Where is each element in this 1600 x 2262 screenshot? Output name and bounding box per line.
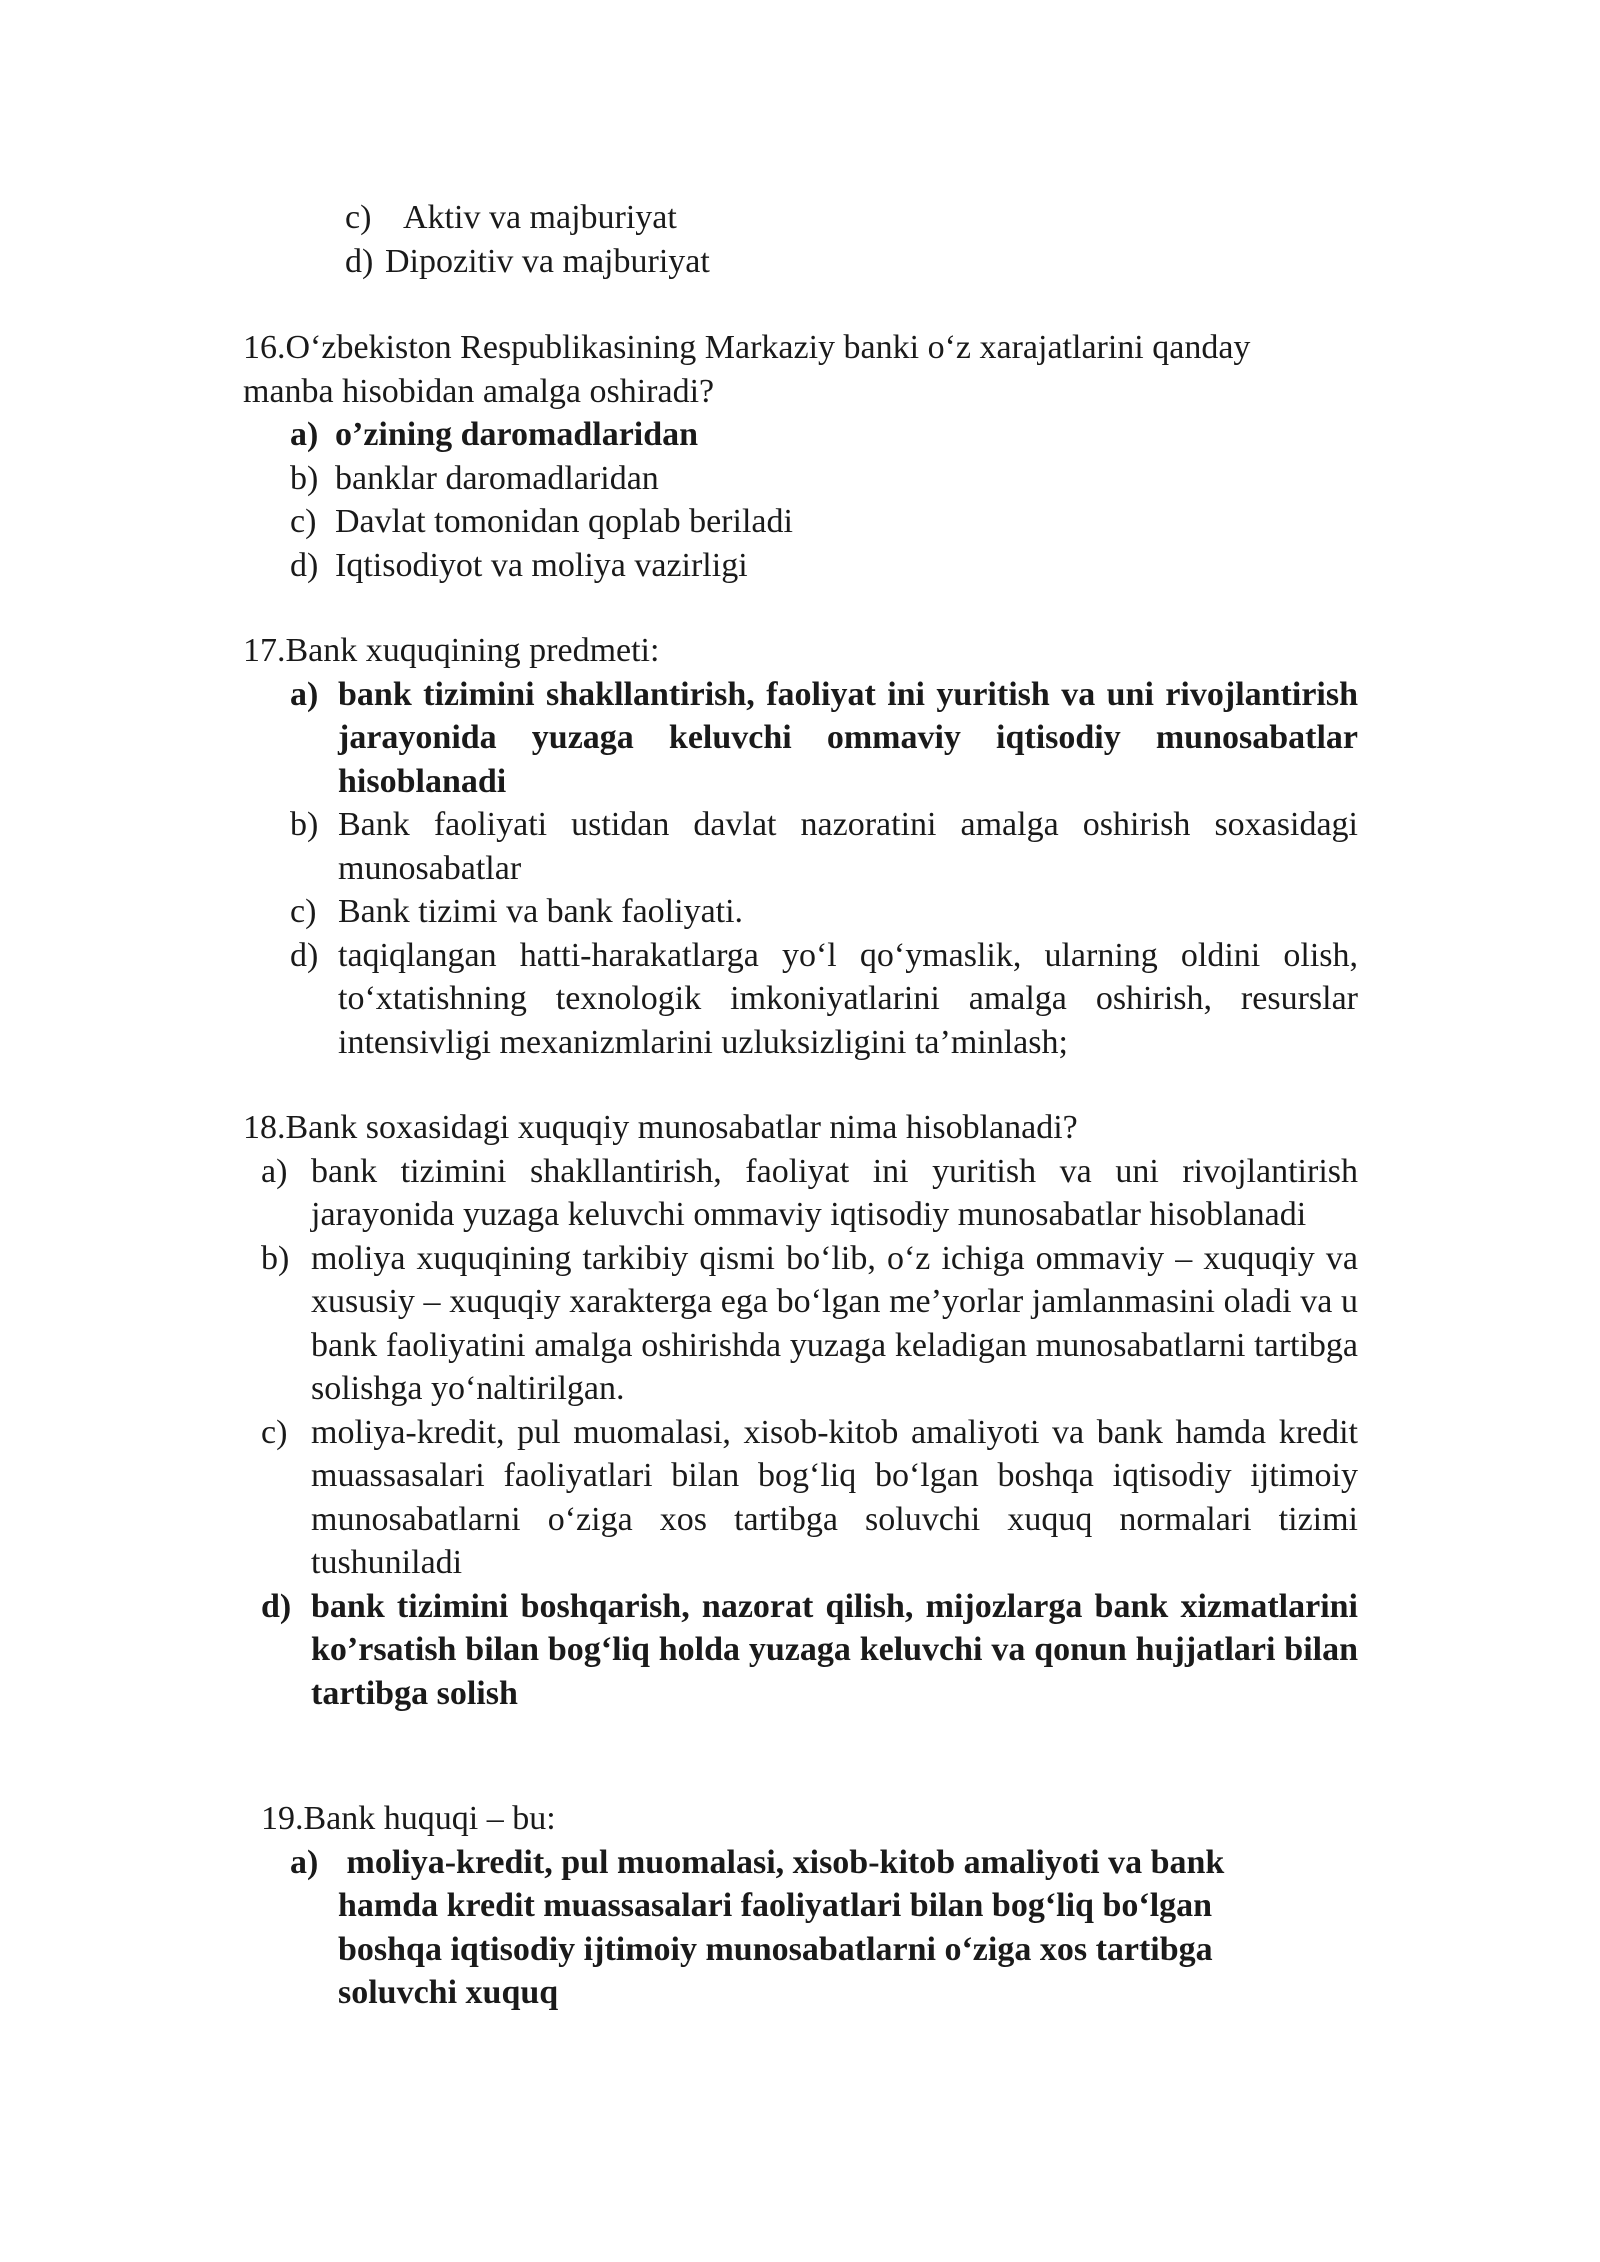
option-label: d)	[290, 546, 319, 584]
question-19	[261, 1797, 1321, 2015]
option-label: a)	[261, 1152, 288, 1190]
option-text: moliya xuquqining tarkibiy qismi bo‘lib, o‘z ichiga ommaviy – xuquqiy va xususiy – xuquqiy xarakterga ega bo‘lgan me’yorlar jamlanmasini oladi va u bank faoliyatini amalga oshirishda yuzaga keladigan munosabatlarni tartibga solishga yo‘naltirilgan.	[311, 1239, 1358, 1407]
question-17	[243, 629, 1358, 1064]
option-text: Davlat tomonidan qoplab beriladi	[335, 503, 793, 540]
question-16	[243, 326, 1358, 587]
option-c	[290, 890, 1358, 934]
option-label: c)	[261, 1413, 288, 1451]
question-text: 16.O‘zbekiston Respublikasining Markaziy banki o‘z xarajatlarini qanday manba hisobidan amalga oshiradi?	[243, 329, 1251, 410]
option-label: c)	[290, 893, 317, 930]
option-label: b)	[261, 1239, 290, 1277]
option-c	[345, 196, 1005, 240]
option-b	[290, 457, 1358, 501]
option-text: Bank faoliyati ustidan davlat nazoratini amalga oshirish soxasidagi munosabatlar	[338, 806, 1358, 887]
option-label: b)	[290, 806, 319, 843]
option-label: d)	[261, 1587, 292, 1625]
option-label: c)	[290, 503, 317, 540]
option-text: bank tizimini boshqarish, nazorat qilish, mijozlarga bank xizmatlarini ko’rsatish bilan bog‘liq holda yuzaga keluvchi va qonun hujjatlari bilan tartibga solish	[311, 1587, 1358, 1712]
option-text: banklar daromadlaridan	[335, 459, 659, 497]
option-a	[290, 1841, 1321, 2015]
option-label: c)	[345, 199, 372, 236]
option-label: a)	[290, 1843, 319, 1881]
question-text: 19.Bank huquqi – bu:	[261, 1800, 556, 1837]
option-label: a)	[290, 675, 319, 713]
option-text: Bank tizimi va bank faoliyati.	[338, 893, 744, 930]
option-a	[261, 1150, 1358, 1237]
option-d	[261, 1585, 1358, 1716]
option-a	[290, 413, 1358, 457]
option-text: Aktiv va majburiyat	[403, 199, 677, 236]
option-c	[290, 500, 1358, 544]
question-text: 18.Bank soxasidagi xuquqiy munosabatlar nima hisoblanadi?	[243, 1109, 1078, 1146]
option-label: b)	[290, 459, 319, 497]
option-a	[290, 673, 1358, 804]
option-label: d)	[290, 936, 319, 974]
option-text: moliya-kredit, pul muomalasi, xisob-kitob amaliyoti va bank hamda kredit muassasalari faoliyatlari bilan bog‘liq bo‘lgan boshqa iqtisodiy ijtimoiy munosabatlarni o‘ziga xos tartibga soluvchi xuquq	[338, 1843, 1233, 2011]
option-b	[261, 1237, 1358, 1411]
option-d	[345, 240, 1005, 284]
option-text: Dipozitiv va majburiyat	[385, 242, 710, 280]
question-18	[243, 1106, 1358, 1715]
option-label: d)	[345, 242, 374, 280]
option-b	[290, 803, 1358, 890]
option-text: taqiqlangan hatti-harakatlarga yo‘l qo‘ymaslik, ularning oldini olish, to‘xtatishning texnologik imkoniyatlarini amalga oshirish, resurslar intensivligi mexanizmlarini uzluksizligini ta’minlash;	[338, 936, 1358, 1061]
option-text: bank tizimini shakllantirish, faoliyat ini yuritish va uni rivojlantirish jarayonida yuzaga keluvchi ommaviy iqtisodiy munosabatlar hisoblanadi	[311, 1152, 1358, 1233]
option-d	[290, 544, 1358, 588]
option-d	[290, 934, 1358, 1065]
option-text: Iqtisodiyot va moliya vazirligi	[335, 546, 748, 584]
option-c	[261, 1411, 1358, 1585]
question-15-tail	[345, 196, 1005, 283]
option-text: moliya-kredit, pul muomalasi, xisob-kitob amaliyoti va bank hamda kredit muassasalari faoliyatlari bilan bog‘liq bo‘lgan boshqa iqtisodiy ijtimoiy munosabatlarni o‘ziga xos tartibga soluvchi xuquq normalari tizimi tushuniladi	[311, 1413, 1358, 1581]
option-text: bank tizimini shakllantirish, faoliyat ini yuritish va uni rivojlantirish jarayonida yuzaga keluvchi ommaviy iqtisodiy munosabatlar hisoblanadi	[338, 675, 1358, 800]
question-text: 17.Bank xuquqining predmeti:	[243, 632, 660, 669]
option-text: o’zining daromadlaridan	[335, 416, 699, 453]
option-label: a)	[290, 416, 319, 453]
